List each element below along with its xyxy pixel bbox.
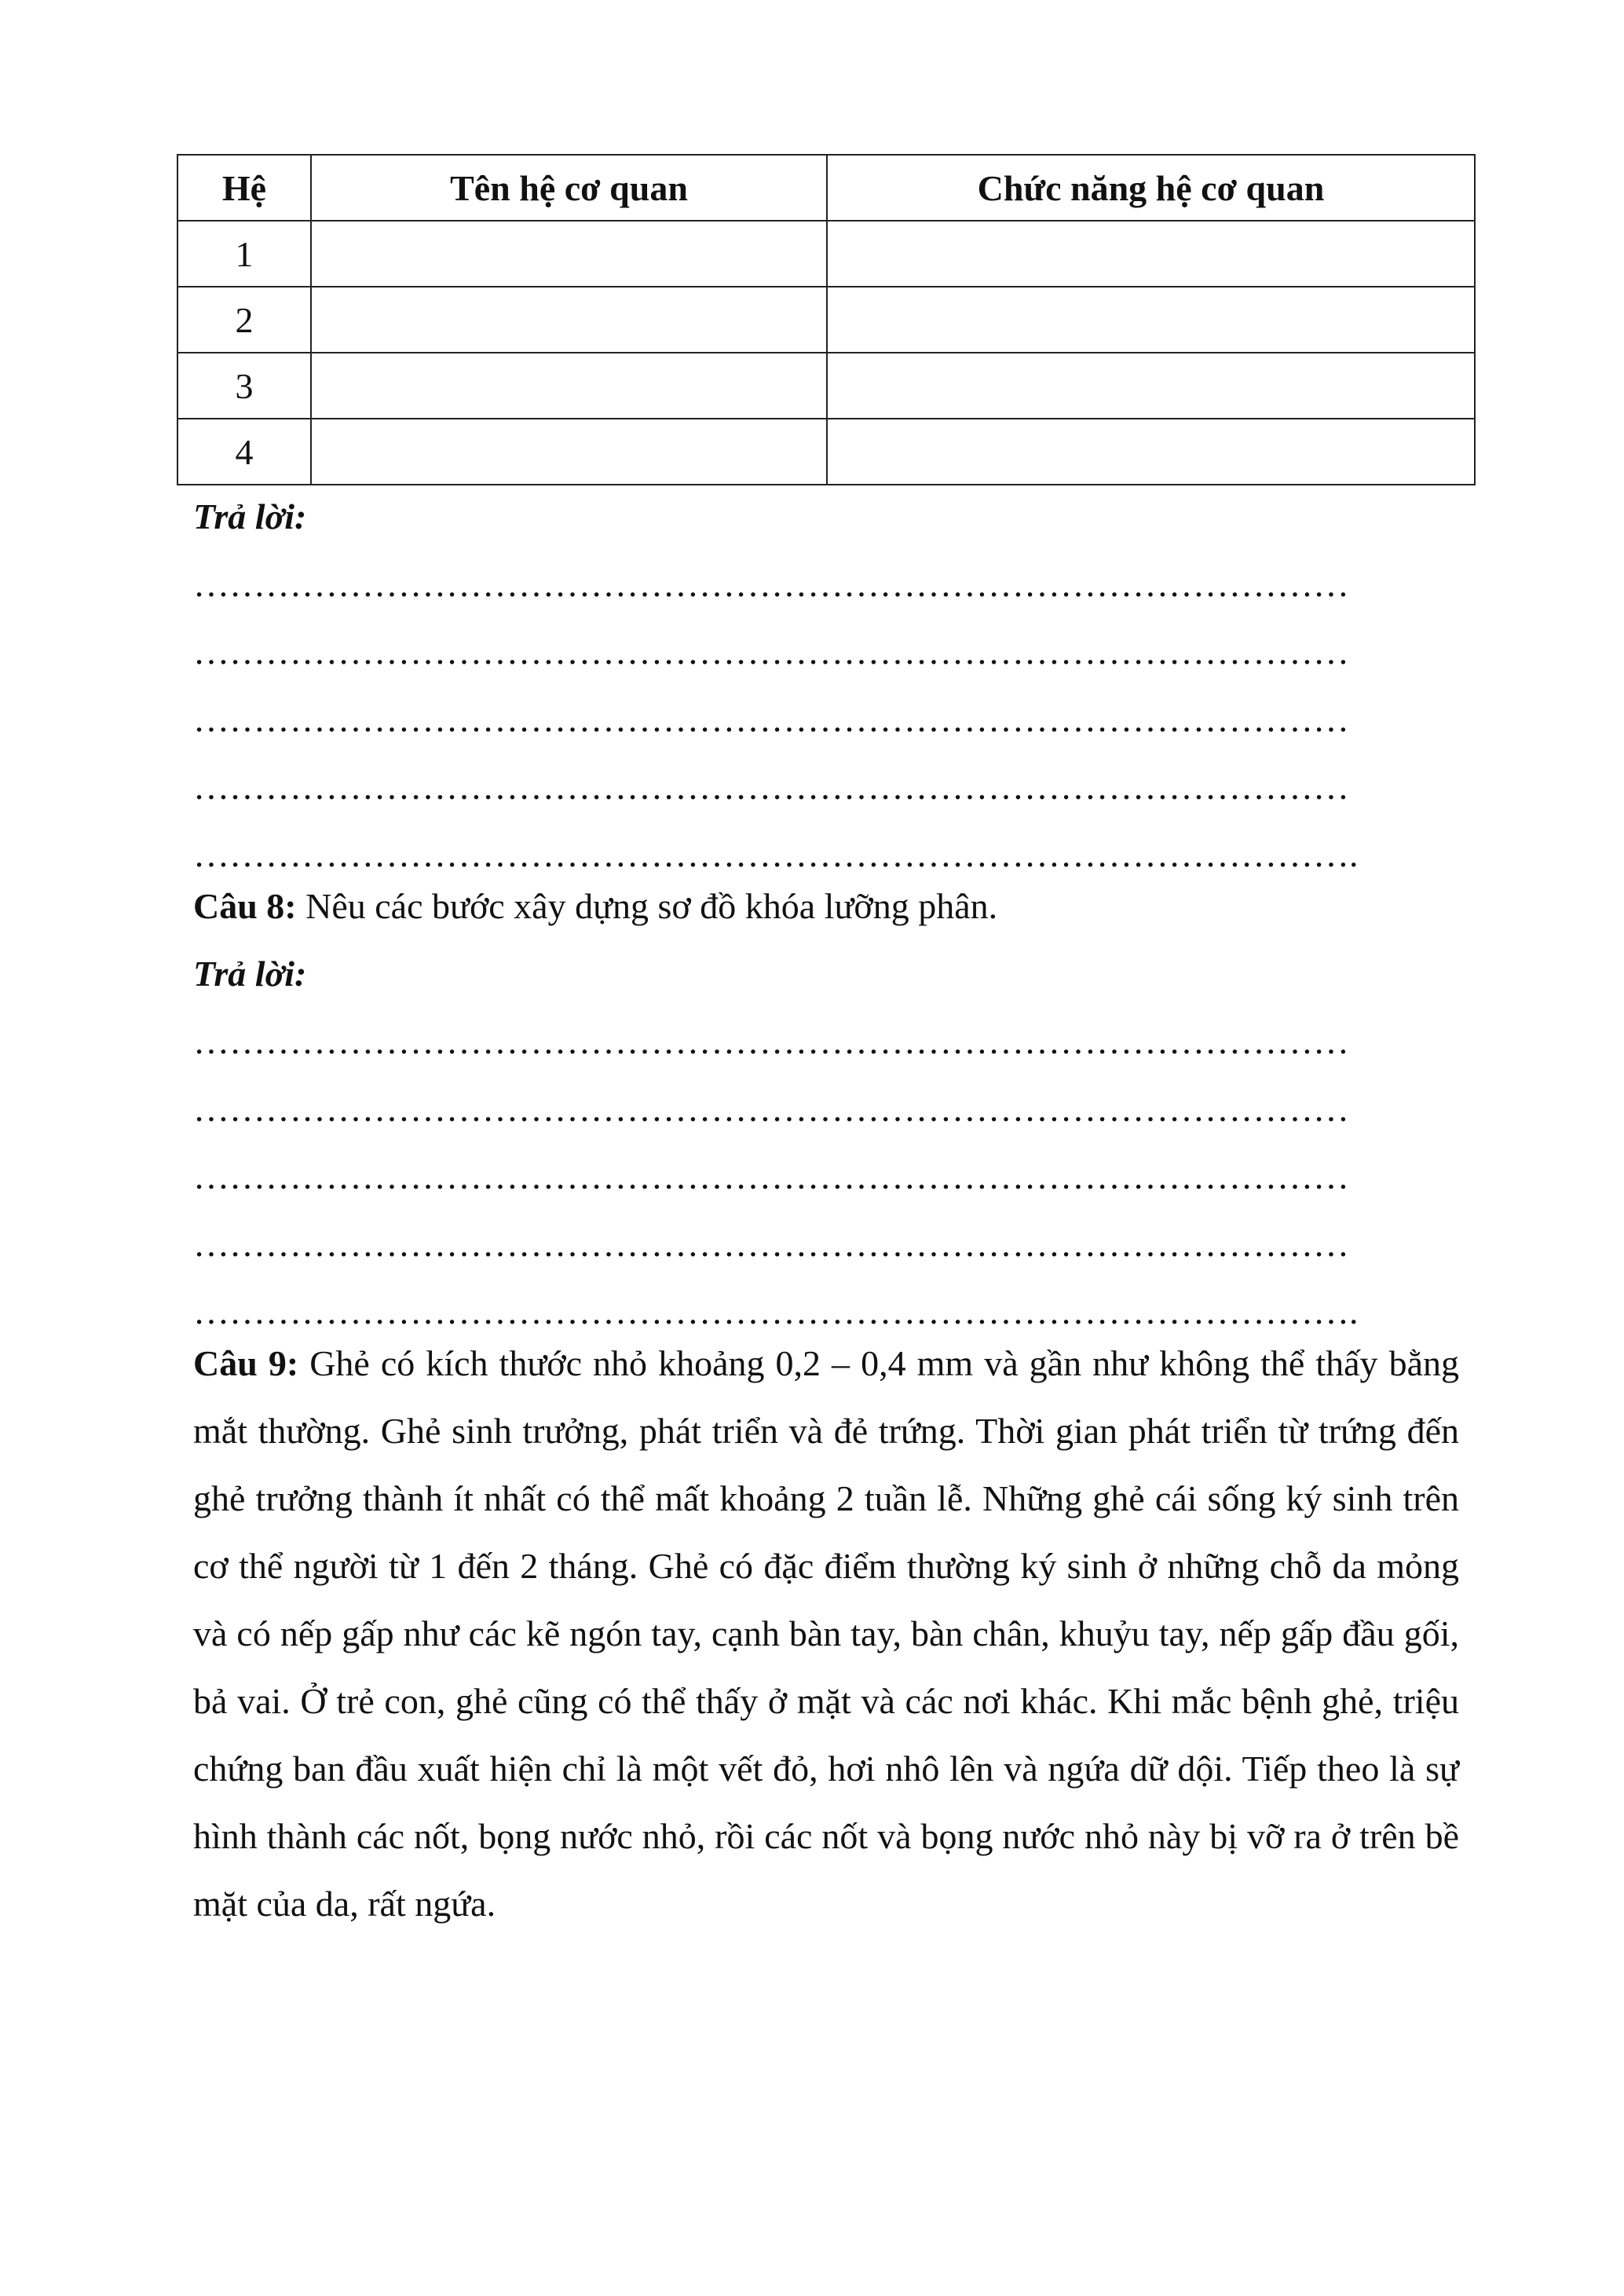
header-system: Hệ <box>177 155 311 221</box>
answer-line[interactable]: …………………………………………………………………………………… <box>193 1224 1349 1264</box>
answer-line[interactable]: …………………………………………………………………………………… <box>193 564 1349 604</box>
organ-name-cell <box>311 287 827 353</box>
organ-name-cell <box>311 353 827 419</box>
table-row <box>177 287 1475 353</box>
table-row <box>177 353 1475 419</box>
table-row <box>177 221 1475 287</box>
question-text: Ghẻ có kích thước nhỏ khoảng 0,2 – 0,4 mm và gần như không thể thấy bằng mắt thường. Ghẻ sinh trưởng, phát triển và đẻ trứng. Thời gian phát triển từ trứng đến ghẻ trưởng thành ít nhất có thể mất khoảng 2 tuần lễ. Những ghẻ cái sống ký sinh trên cơ thể người từ 1 đến 2 tháng. Ghẻ có đặc điểm thường ký sinh ở những chỗ da mỏng và có nếp gấp như các kẽ ngón tay, cạnh bàn tay, bàn chân, khuỷu tay, nếp gấp đầu gối, bả vai. Ở trẻ con, ghẻ cũng có thể thấy ở mặt và các nơi khác. Khi mắc bệnh ghẻ, triệu chứng ban đầu xuất hiện chỉ là một vết đỏ, hơi nhô lên và ngứa dữ dội. Tiếp theo là sự hình thành các nốt, bọng nước nhỏ, rồi các nốt và bọng nước nhỏ này bị vỡ ra ở trên bề mặt của da, rất ngứa. <box>193 1343 1459 1924</box>
table-header-row <box>177 155 1475 221</box>
answer-line[interactable]: …………………………………………………………………………………… <box>193 1021 1349 1061</box>
question-text: Nêu các bước xây dựng sơ đồ khóa lưỡng phân. <box>296 886 998 926</box>
organ-name-cell <box>311 419 827 485</box>
question-number: Câu 9: <box>193 1343 299 1383</box>
question-8 <box>193 873 1459 1346</box>
answer-line[interactable]: …………………………………………………………………………………… <box>193 1089 1349 1129</box>
answer-line[interactable]: …………………………………………………………………………………… <box>193 699 1349 739</box>
answer-line[interactable]: ……………………………………………………………………………………. <box>193 834 1359 874</box>
answer-line[interactable]: …………………………………………………………………………………… <box>193 1156 1349 1196</box>
organ-function-cell <box>827 419 1475 485</box>
header-organ-name: Tên hệ cơ quan <box>311 155 827 221</box>
row-number: 4 <box>177 419 311 485</box>
answer-line[interactable]: …………………………………………………………………………………… <box>193 632 1349 672</box>
question-8-line <box>193 873 1459 940</box>
answer-line[interactable]: …………………………………………………………………………………… <box>193 767 1349 807</box>
header-organ-function: Chức năng hệ cơ quan <box>827 155 1475 221</box>
row-number: 3 <box>177 353 311 419</box>
organ-function-cell <box>827 221 1475 287</box>
row-number: 2 <box>177 287 311 353</box>
organ-function-cell <box>827 353 1475 419</box>
organ-name-cell <box>311 221 827 287</box>
answer-label: Trả lời: <box>193 496 307 536</box>
organ-function-cell <box>827 287 1475 353</box>
table-row <box>177 419 1475 485</box>
row-number: 1 <box>177 221 311 287</box>
question-number: Câu 8: <box>193 886 297 926</box>
organ-system-table <box>177 154 1476 485</box>
question-9 <box>193 1330 1459 1938</box>
answer-block-1 <box>193 483 1459 888</box>
answer-label: Trả lời: <box>193 954 307 994</box>
answer-line[interactable]: ……………………………………………………………………………………. <box>193 1291 1359 1331</box>
